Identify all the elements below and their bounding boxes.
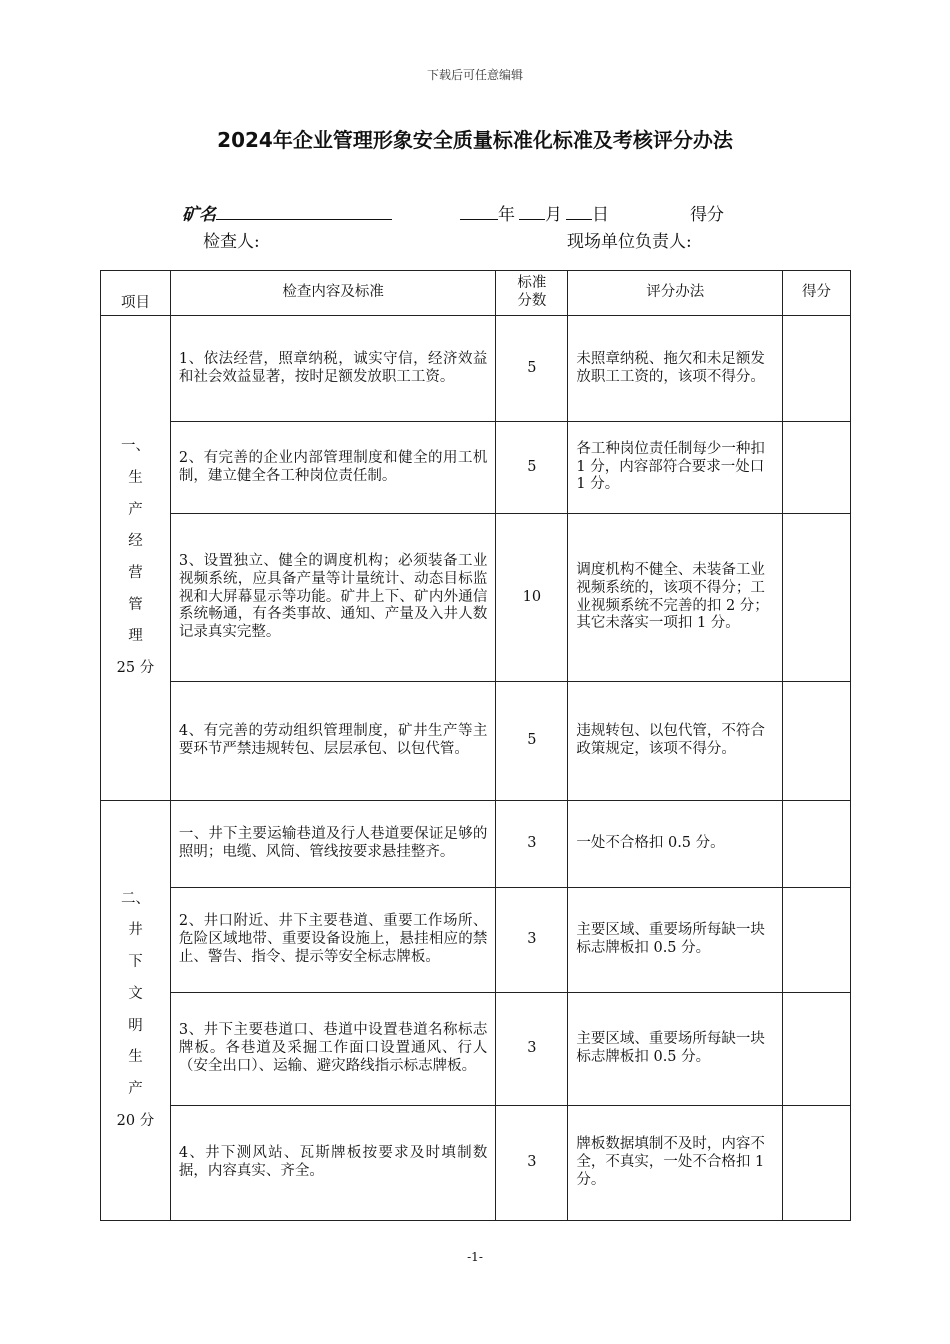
inspector-label: 检查人: xyxy=(203,232,260,252)
header-result: 得分 xyxy=(783,271,851,316)
day-blank xyxy=(566,203,592,220)
table-row xyxy=(101,682,851,801)
standard-score-cell: 5 xyxy=(496,422,568,514)
site-leader-label: 现场单位负责人: xyxy=(567,232,692,252)
mine-name-blank xyxy=(216,203,392,220)
method-cell: 违规转包、以包代管，不符合政策规定，该项不得分。 xyxy=(568,682,783,801)
standard-score-cell: 10 xyxy=(496,514,568,682)
header-project: 项目 xyxy=(101,271,171,316)
content-cell: 2、有完善的企业内部管理制度和健全的用工机制，建立健全各工种岗位责任制。 xyxy=(170,422,496,514)
month-label: 月 xyxy=(545,205,562,225)
table-row xyxy=(101,1106,851,1221)
standard-score-cell: 3 xyxy=(496,801,568,888)
page-number: -1- xyxy=(467,1250,483,1264)
standard-score-cell: 3 xyxy=(496,1106,568,1221)
method-cell: 调度机构不健全、未装备工业视频系统的，该项不得分；工业视频系统不完善的扣 2 分；其它未落实一项扣 1 分。 xyxy=(568,514,783,682)
header-content: 检查内容及标准 xyxy=(170,271,496,316)
header-method: 评分办法 xyxy=(568,271,783,316)
content-cell: 3、设置独立、健全的调度机构；必须装备工业视频系统，应具备产量等计量统计、动态目标监视和大屏幕显示等功能。矿井上下、矿内外通信系统畅通，有各类事故、通知、产量及入井人数记录真实完整。 xyxy=(170,514,496,682)
year-label: 年 xyxy=(498,205,515,225)
standard-score-cell: 3 xyxy=(496,993,568,1106)
section-label: 一、 生 产 经 营 管 理 25 分 xyxy=(101,316,171,801)
content-cell: 3、井下主要巷道口、巷道中设置巷道名称标志牌板。各巷道及采掘工作面口设置通风、行人（安全出口）、运输、避灾路线指示标志牌板。 xyxy=(170,993,496,1106)
result-cell[interactable] xyxy=(783,682,851,801)
score-table xyxy=(100,270,851,1221)
result-cell[interactable] xyxy=(783,888,851,993)
table-row xyxy=(101,888,851,993)
standard-score-cell: 5 xyxy=(496,682,568,801)
table-row xyxy=(101,422,851,514)
content-cell: 1、依法经营，照章纳税，诚实守信，经济效益和社会效益显著，按时足额发放职工工资。 xyxy=(170,316,496,422)
method-cell: 各工种岗位责任制每少一种扣 1 分，内容部符合要求一处口 1 分。 xyxy=(568,422,783,514)
result-cell[interactable] xyxy=(783,316,851,422)
standard-score-cell: 3 xyxy=(496,888,568,993)
date-field xyxy=(460,200,609,225)
header-note: 下载后可任意编辑 xyxy=(426,68,523,82)
result-cell[interactable] xyxy=(783,801,851,888)
header-standard-score: 标准分数 xyxy=(496,271,568,316)
method-cell: 主要区域、重要场所每缺一块标志牌板扣 0.5 分。 xyxy=(568,993,783,1106)
method-cell: 未照章纳税、拖欠和未足额发放职工工资的，该项不得分。 xyxy=(568,316,783,422)
method-cell: 主要区域、重要场所每缺一块标志牌板扣 0.5 分。 xyxy=(568,888,783,993)
day-label: 日 xyxy=(592,205,609,225)
content-cell: 2、井口附近、井下主要巷道、重要工作场所、危险区域地带、重要设备设施上，悬挂相应的禁止、警告、指令、提示等安全标志牌板。 xyxy=(170,888,496,993)
method-cell: 牌板数据填制不及时，内容不全，不真实，一处不合格扣 1 分。 xyxy=(568,1106,783,1221)
mine-label: 矿名 xyxy=(182,205,216,225)
table-row xyxy=(101,514,851,682)
content-cell: 4、有完善的劳动组织管理制度，矿井生产等主要环节严禁违规转包、层层承包、以包代管。 xyxy=(170,682,496,801)
result-cell[interactable] xyxy=(783,993,851,1106)
page-title: 2024年企业管理形象安全质量标准化标准及考核评分办法 xyxy=(217,128,733,152)
month-blank xyxy=(519,203,545,220)
standard-score-cell: 5 xyxy=(496,316,568,422)
method-cell: 一处不合格扣 0.5 分。 xyxy=(568,801,783,888)
table-row xyxy=(101,801,851,888)
result-cell[interactable] xyxy=(783,514,851,682)
table-header-row xyxy=(101,271,851,316)
year-blank xyxy=(460,203,498,220)
table-row xyxy=(101,993,851,1106)
content-cell: 4、井下测风站、瓦斯牌板按要求及时填制数据，内容真实、齐全。 xyxy=(170,1106,496,1221)
mine-name-field xyxy=(182,200,392,225)
content-cell: 一、井下主要运输巷道及行人巷道要保证足够的照明；电缆、风筒、管线按要求悬挂整齐。 xyxy=(170,801,496,888)
result-cell[interactable] xyxy=(783,422,851,514)
score-label: 得分 xyxy=(690,205,724,225)
section-label: 二、 井 下 文 明 生 产 20 分 xyxy=(101,801,171,1221)
result-cell[interactable] xyxy=(783,1106,851,1221)
table-row xyxy=(101,316,851,422)
